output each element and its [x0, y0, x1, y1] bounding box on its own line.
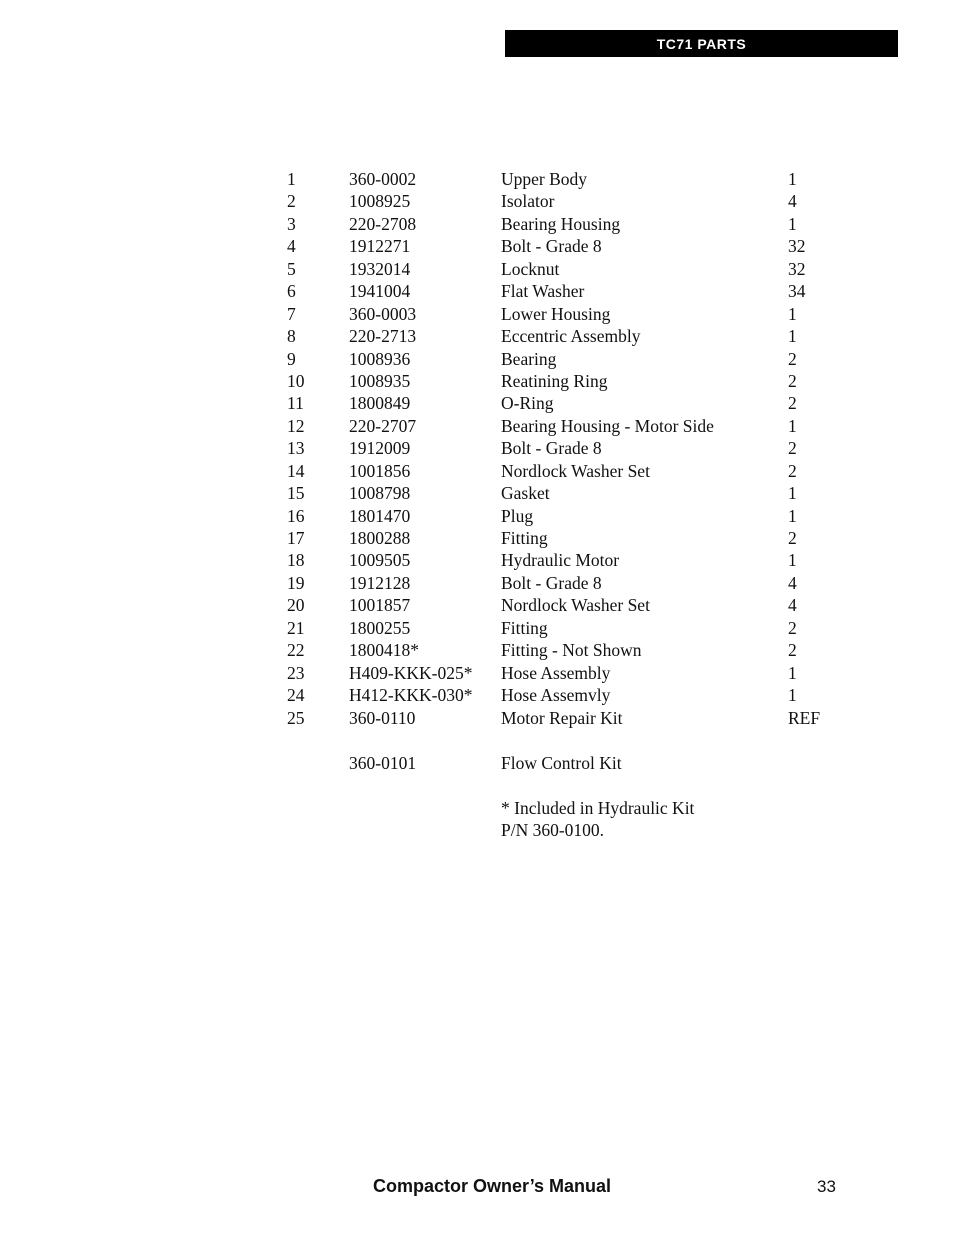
part-quantity: 2: [788, 617, 797, 638]
part-description: Hydraulic Motor: [501, 550, 620, 571]
part-quantity: 32: [788, 258, 806, 279]
part-number: 1912128: [349, 572, 411, 593]
parts-row: [0, 482, 954, 504]
parts-row: [0, 505, 954, 527]
item-number: 7: [287, 303, 296, 324]
part-number: 360-0002: [349, 169, 417, 189]
extra-item-row: [0, 752, 954, 774]
part-quantity: 32: [788, 236, 806, 257]
parts-row: [0, 415, 954, 437]
part-description: Locknut: [501, 258, 560, 279]
part-description: Gasket: [501, 483, 550, 504]
part-quantity: 1: [788, 303, 797, 324]
part-number: 1932014: [349, 258, 411, 279]
item-number: 22: [287, 640, 305, 661]
part-number: 1008798: [349, 483, 411, 504]
part-description: Motor Repair Kit: [501, 707, 623, 728]
part-description: Fitting: [501, 617, 548, 638]
item-number: 24: [287, 685, 305, 706]
part-description: Hose Assemvly: [501, 685, 611, 706]
parts-row: [0, 572, 954, 594]
item-number: 19: [287, 572, 305, 593]
part-description: Bolt - Grade 8: [501, 572, 602, 593]
part-number: 220-2708: [349, 213, 417, 234]
extra-description: Flow Control Kit: [501, 753, 622, 773]
part-quantity: 1: [788, 326, 797, 347]
item-number: 3: [287, 213, 296, 234]
item-number: 14: [287, 460, 305, 481]
spacer-row: [0, 774, 954, 796]
part-description: Nordlock Washer Set: [501, 460, 650, 481]
part-description: Bolt - Grade 8: [501, 236, 602, 257]
part-description: Fitting - Not Shown: [501, 640, 642, 661]
part-quantity: 1: [788, 550, 797, 571]
item-number: 8: [287, 326, 296, 347]
part-number: 1008936: [349, 348, 411, 369]
page-number: 33: [817, 1177, 836, 1196]
footnote-line: [0, 819, 954, 841]
section-header-bar: [505, 30, 898, 57]
part-description: Plug: [501, 505, 534, 526]
part-description: Bearing Housing - Motor Side: [501, 415, 714, 436]
part-number: 1941004: [349, 281, 411, 302]
part-number: 1800849: [349, 393, 411, 414]
part-quantity: REF: [788, 707, 821, 728]
parts-row: [0, 594, 954, 616]
part-quantity: 2: [788, 393, 797, 414]
part-description: Bolt - Grade 8: [501, 438, 602, 459]
part-number: 1008935: [349, 370, 411, 391]
parts-list: [0, 168, 954, 729]
parts-row: [0, 325, 954, 347]
parts-row: [0, 460, 954, 482]
parts-row: [0, 280, 954, 302]
part-quantity: 1: [788, 685, 797, 706]
item-number: 2: [287, 191, 296, 212]
part-number: 1008925: [349, 191, 411, 212]
parts-row: [0, 370, 954, 392]
parts-row: [0, 258, 954, 280]
footnote-text: * Included in Hydraulic Kit: [501, 797, 695, 818]
item-number: 20: [287, 595, 305, 616]
part-quantity: 2: [788, 528, 797, 548]
parts-row: [0, 639, 954, 661]
part-description: Reatining Ring: [501, 370, 608, 391]
parts-row: [0, 527, 954, 549]
part-description: Upper Body: [501, 169, 588, 189]
part-number: 1912271: [349, 236, 411, 257]
item-number: 21: [287, 617, 305, 638]
part-description: Flat Washer: [501, 281, 585, 302]
parts-row: [0, 437, 954, 459]
item-number: 16: [287, 505, 305, 526]
parts-row: [0, 168, 954, 190]
part-quantity: 2: [788, 370, 797, 391]
part-quantity: 4: [788, 572, 797, 593]
part-description: Isolator: [501, 191, 555, 212]
item-number: 12: [287, 415, 305, 436]
item-number: 11: [287, 393, 304, 414]
part-quantity: 4: [788, 191, 797, 212]
item-number: 13: [287, 438, 305, 459]
extra-part-number: 360-0101: [349, 753, 417, 773]
part-quantity: 1: [788, 169, 797, 189]
footnote-line: [0, 797, 954, 819]
item-number: 9: [287, 348, 296, 369]
part-quantity: 2: [788, 348, 797, 369]
item-number: 17: [287, 528, 305, 548]
part-quantity: 4: [788, 595, 797, 616]
footnote-part-number: P/N 360-0100.: [501, 820, 605, 841]
item-number: 1: [287, 169, 296, 189]
part-quantity: 34: [788, 281, 806, 302]
part-number: 1800418*: [349, 640, 419, 661]
parts-row: [0, 213, 954, 235]
item-number: 5: [287, 258, 296, 279]
item-number: 10: [287, 370, 305, 391]
part-number: H412-KKK-030*: [349, 685, 473, 706]
parts-row: [0, 303, 954, 325]
part-quantity: 1: [788, 213, 797, 234]
parts-row: [0, 348, 954, 370]
part-quantity: 1: [788, 505, 797, 526]
part-number: 1800255: [349, 617, 411, 638]
parts-row: [0, 392, 954, 414]
parts-row: [0, 707, 954, 729]
part-quantity: 1: [788, 662, 797, 683]
item-number: 6: [287, 281, 296, 302]
parts-row: [0, 662, 954, 684]
part-number: H409-KKK-025*: [349, 662, 473, 683]
part-number: 1801470: [349, 505, 411, 526]
item-number: 4: [287, 236, 296, 257]
part-number: 1912009: [349, 438, 411, 459]
part-description: Lower Housing: [501, 303, 611, 324]
item-number: 15: [287, 483, 305, 504]
part-number: 1001856: [349, 460, 411, 481]
part-description: Nordlock Washer Set: [501, 595, 650, 616]
section-title: TC71 PARTS: [656, 35, 747, 52]
part-number: 220-2713: [349, 326, 417, 347]
part-description: Eccentric Assembly: [501, 326, 641, 347]
part-quantity: 2: [788, 640, 797, 661]
parts-row: [0, 684, 954, 706]
part-number: 1009505: [349, 550, 411, 571]
item-number: 23: [287, 662, 305, 683]
parts-notes: [0, 752, 954, 842]
part-quantity: 1: [788, 483, 797, 504]
manual-title: Compactor Owner’s Manual: [373, 1176, 612, 1196]
part-description: O-Ring: [501, 393, 554, 414]
parts-row: [0, 235, 954, 257]
item-number: 25: [287, 707, 305, 728]
part-number: 220-2707: [349, 415, 417, 436]
parts-row: [0, 617, 954, 639]
item-number: 18: [287, 550, 305, 571]
part-quantity: 2: [788, 460, 797, 481]
part-description: Fitting: [501, 528, 548, 548]
part-number: 360-0003: [349, 303, 417, 324]
part-number: 1001857: [349, 595, 411, 616]
part-description: Hose Assembly: [501, 662, 611, 683]
part-quantity: 1: [788, 415, 797, 436]
part-number: 1800288: [349, 528, 411, 548]
part-description: Bearing Housing: [501, 213, 621, 234]
parts-row: [0, 549, 954, 571]
part-number: 360-0110: [349, 707, 416, 728]
part-quantity: 2: [788, 438, 797, 459]
part-description: Bearing: [501, 348, 557, 369]
parts-row: [0, 190, 954, 212]
